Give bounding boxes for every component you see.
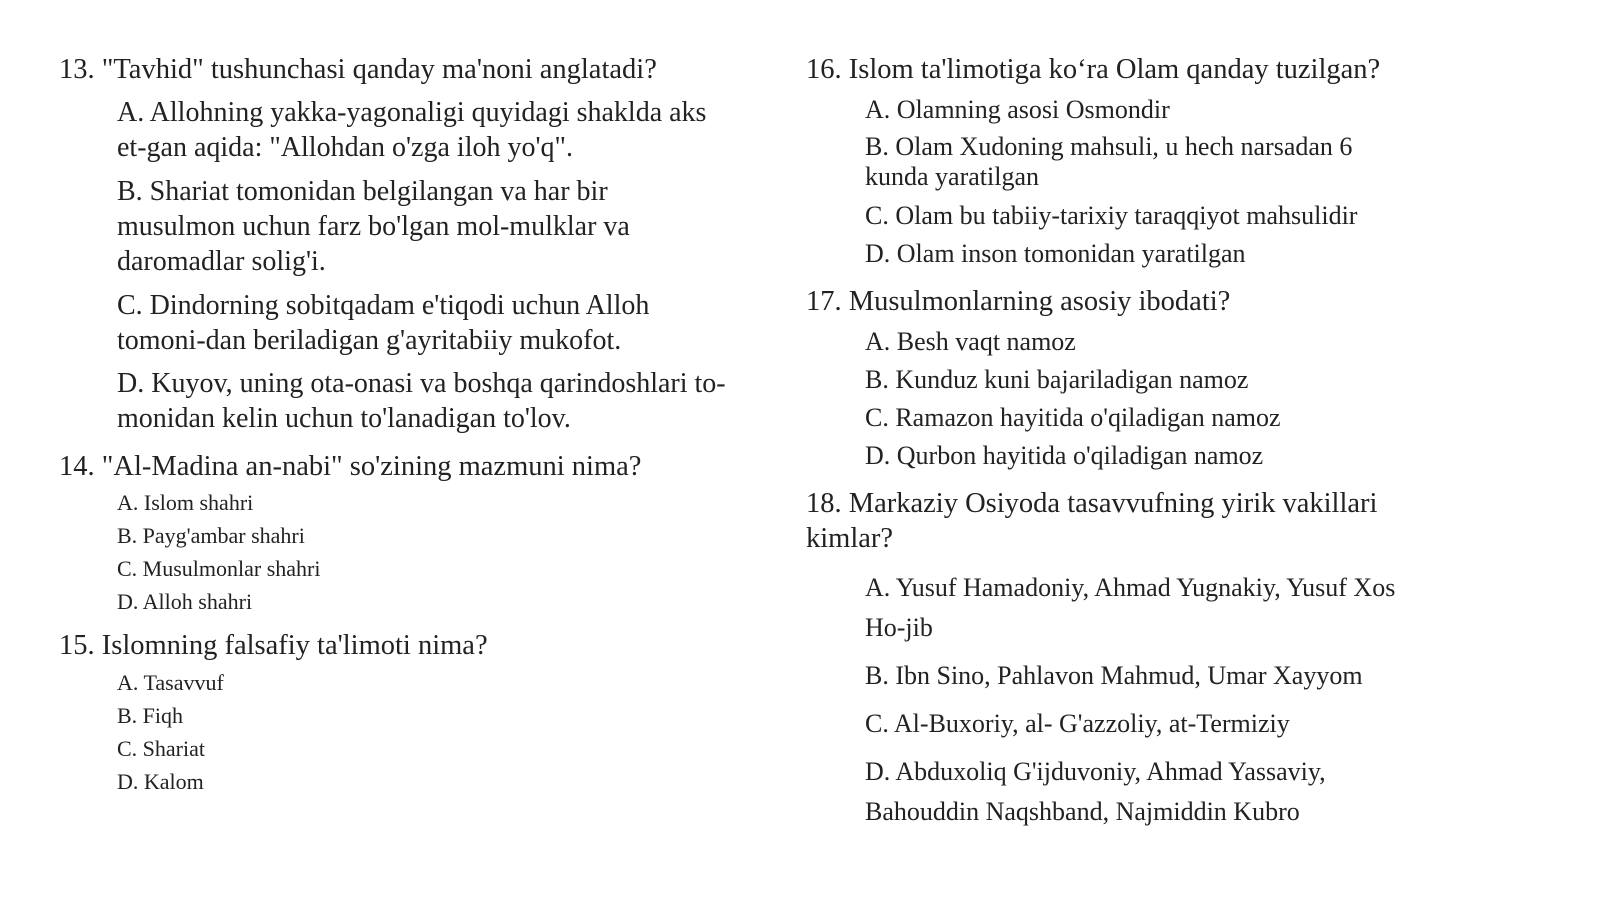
question-15: 15. Islomning falsafiy ta'limoti nima? <box>59 630 488 661</box>
question-18 <box>806 486 1377 556</box>
q17-option-d: D. Qurbon hayitida o'qiladigan namoz <box>865 441 1264 470</box>
q13-option-c-line-2: tomoni-dan beriladigan g'ayritabiiy mukofot. <box>117 325 622 356</box>
q13-option-a-line-1: A. Allohning yakka-yagonaligi quyidagi shakldа aks <box>117 97 707 128</box>
q18-option-a-line-1: A. Yusuf Hamadoniy, Ahmad Yugnakiy, Yusuf Xos <box>865 573 1396 602</box>
q16-option-c <box>865 200 1357 231</box>
question-18-line-2: kimlar? <box>806 523 894 554</box>
q16-option-d-line-1: D. Olam inson tomonidan yaratilgan <box>865 239 1246 268</box>
q18-option-d-line-2: Bahouddin Naqshband, Najmiddin Kubro <box>865 797 1300 826</box>
q16-option-b-line-1: B. Olam Xudoning mahsuli, u hech narsadan 6 <box>865 132 1353 161</box>
q14-option-a: A. Islom shahri <box>117 490 254 515</box>
q13-option-a-line-2: et-gan aqida: "Allohdan o'zga iloh yo'q". <box>117 132 573 163</box>
q13-option-b <box>117 174 630 279</box>
question-17: 17. Musulmonlarning asosiy ibodati? <box>806 286 1231 317</box>
q15-option-c: C. Shariat <box>117 736 205 761</box>
q13-option-b-line-3: daromadlar solig'i. <box>117 246 326 277</box>
q14-option-c: C. Musulmonlar shahri <box>117 556 321 581</box>
question-18-line-1: 18. Markaziy Osiyoda tasavvufning yirik vakillari <box>806 488 1378 519</box>
q13-option-c <box>117 288 649 358</box>
q16-option-b <box>865 132 1352 192</box>
q13-option-a <box>117 95 706 165</box>
q18-option-a <box>865 568 1395 648</box>
q18-option-b <box>865 656 1363 696</box>
q14-option-d: D. Alloh shahri <box>117 589 253 614</box>
q18-option-d <box>865 752 1326 832</box>
q18-option-a-line-2: Ho-jib <box>865 613 933 642</box>
q16-option-c-line-1: C. Olam bu tabiiy-tarixiy taraqqiyot mahsulidir <box>865 201 1358 230</box>
q14-option-b: B. Payg'ambar shahri <box>117 523 305 548</box>
question-14: 14. "Al-Madina an-nabi" so'zining mazmuni nima? <box>59 451 642 482</box>
q13-option-d-line-2: monidan kelin uchun to'lanadigan to'lov. <box>117 403 571 434</box>
q18-option-b-line-1: B. Ibn Sino, Pahlavon Mahmud, Umar Xayyom <box>865 661 1363 690</box>
q13-option-b-line-1: B. Shariat tomonidan belgilangan va har bir <box>117 176 608 207</box>
q13-option-d-line-1: D. Kuyov, uning ota-onasi va boshqa qarindoshlari to- <box>117 368 726 399</box>
q16-option-b-line-2: kunda yaratilgan <box>865 162 1039 191</box>
q16-option-a <box>865 94 1170 125</box>
q18-option-d-line-1: D. Abduxoliq G'ijduvoniy, Ahmad Yassaviy, <box>865 757 1326 786</box>
q15-option-a: A. Tasavvuf <box>117 670 224 695</box>
q13-option-d <box>117 366 726 436</box>
q16-option-a-line-1: A. Olamning asosi Osmondir <box>865 95 1170 124</box>
question-13: 13. "Tavhid" tushunchasi qanday ma'noni anglatadi? <box>59 54 657 85</box>
q15-option-b: B. Fiqh <box>117 703 184 728</box>
q13-option-b-line-2: musulmon uchun farz bo'lgan mol-mulklar va <box>117 211 630 242</box>
question-16: 16. Islom ta'limotiga ko‘ra Olam qanday tuzilgan? <box>806 54 1381 85</box>
q13-option-c-line-1: C. Dindorning sobitqadam e'tiqodi uchun Alloh <box>117 290 650 321</box>
q18-option-c <box>865 704 1290 744</box>
q17-option-a: A. Besh vaqt namoz <box>865 327 1076 356</box>
q17-option-c: C. Ramazon hayitida o'qiladigan namoz <box>865 403 1281 432</box>
q16-option-d <box>865 238 1246 269</box>
q18-option-c-line-1: C. Al-Buxoriy, al- G'azzoliy, at-Termiziy <box>865 709 1290 738</box>
q17-option-b: B. Kunduz kuni bajariladigan namoz <box>865 365 1249 394</box>
q15-option-d: D. Kalom <box>117 769 204 794</box>
